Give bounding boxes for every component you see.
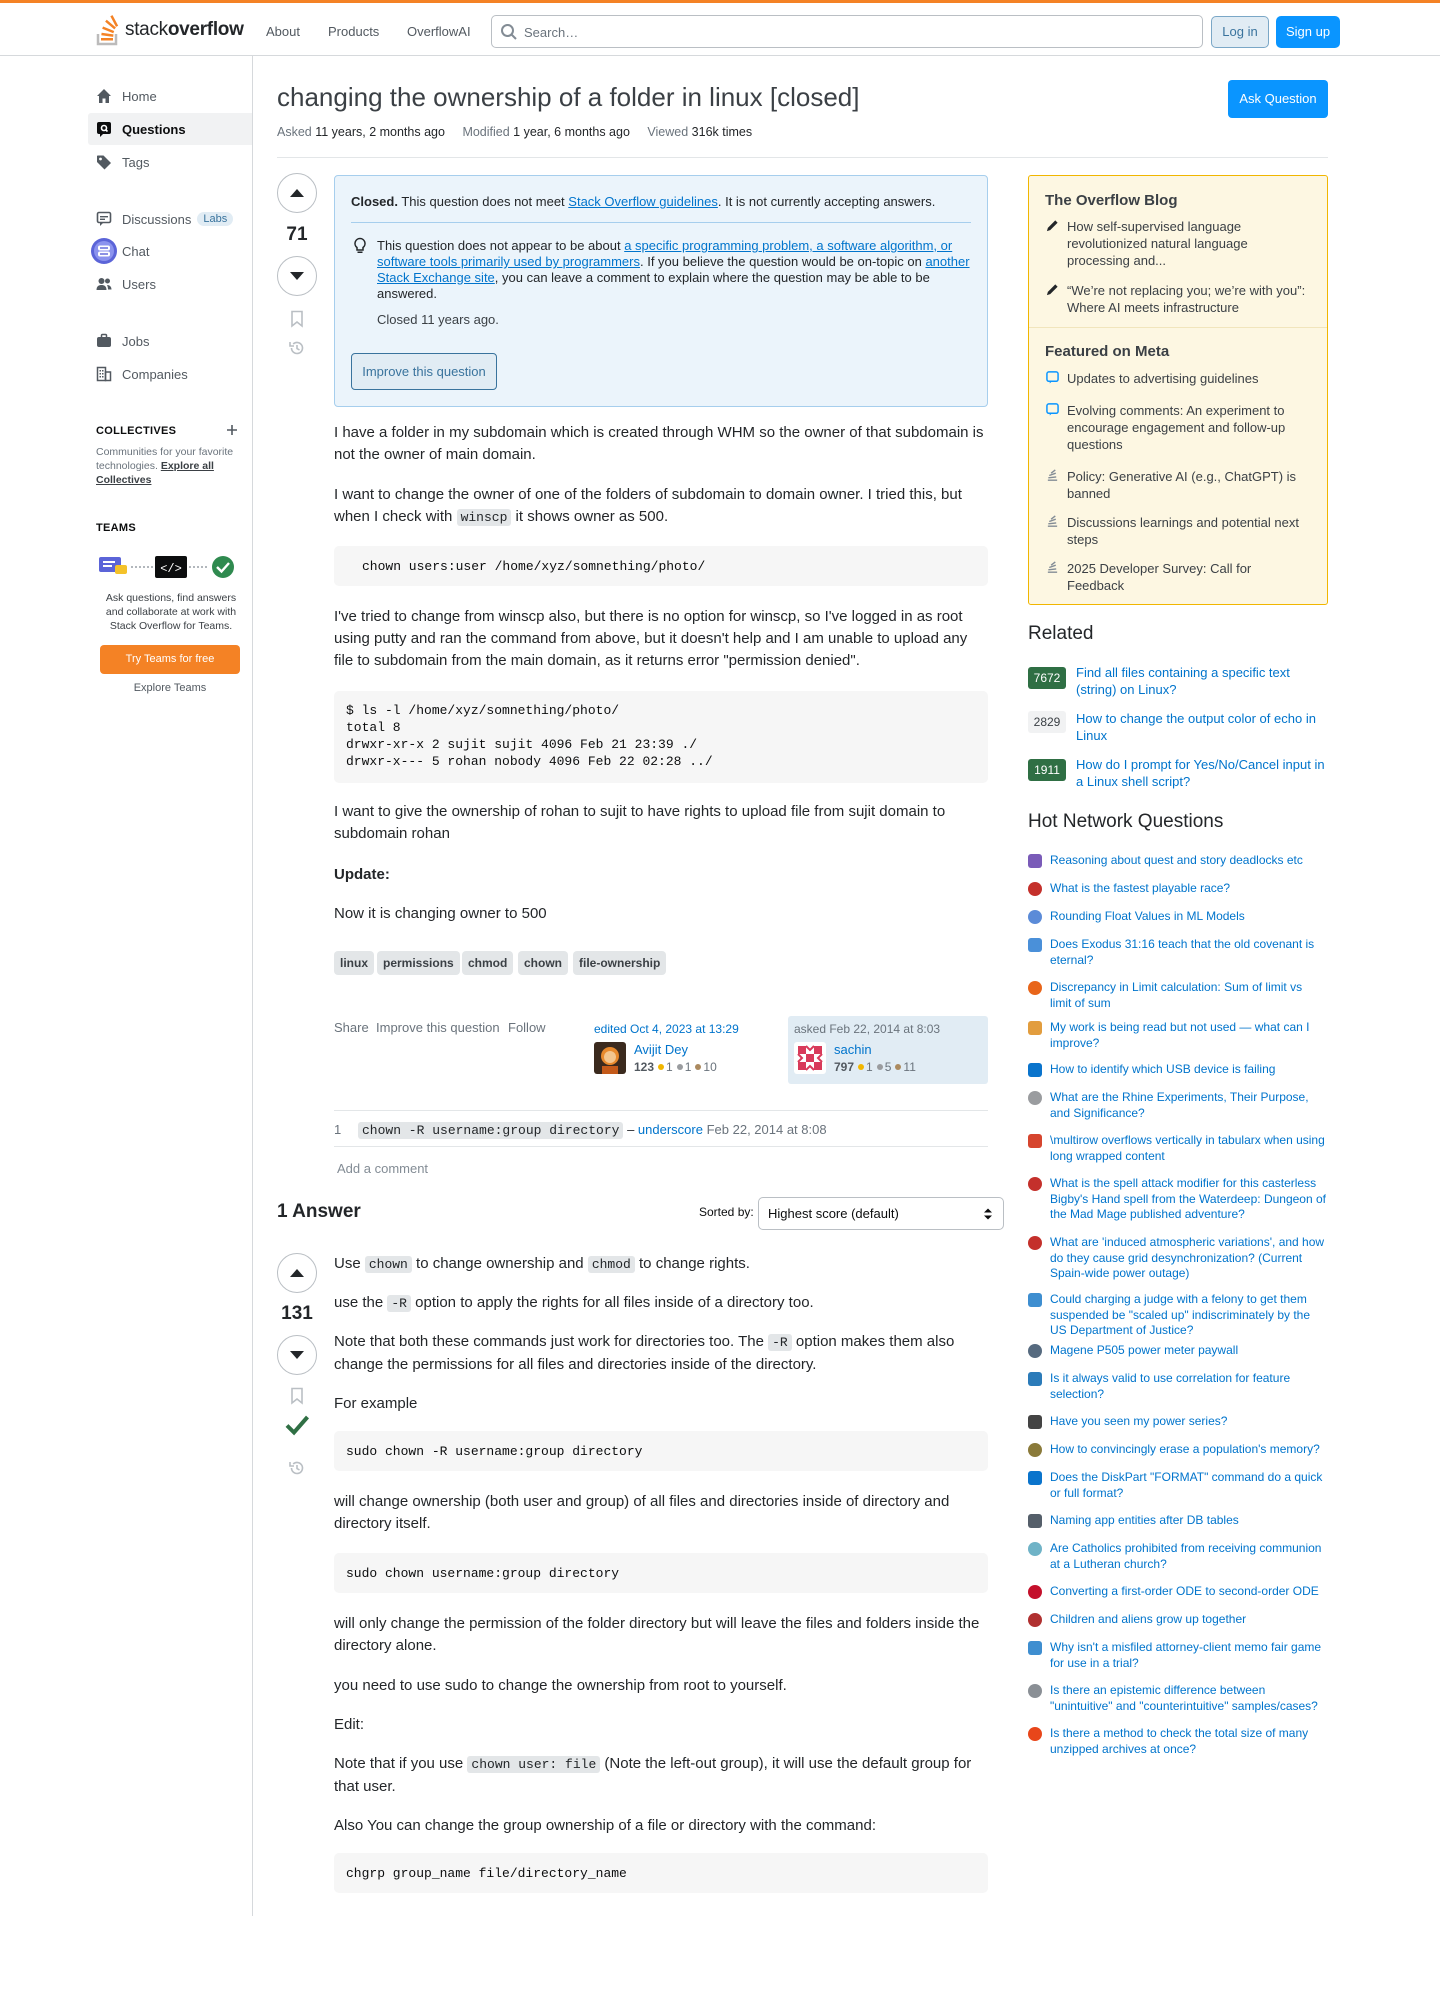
sidebar-item-discussions[interactable] (88, 203, 252, 235)
explore-collectives-link[interactable]: Explore all Collectives (96, 460, 214, 486)
nav-about[interactable]: About (266, 24, 300, 39)
tag-chown[interactable]: chown (518, 951, 568, 975)
asker-reputation: 797 1 5 11 (834, 1060, 916, 1074)
closed-notice (334, 175, 988, 407)
inline-code: chown user: file (467, 1756, 600, 1773)
stack-icon (96, 14, 122, 46)
comment-score: 1 (334, 1122, 342, 1137)
sidebar-item-companies[interactable] (88, 358, 252, 390)
viewed-value: 316k times (691, 125, 753, 139)
update-label: Update: (334, 866, 390, 883)
teams-heading: TEAMS (96, 522, 136, 534)
related-score-badge: 1911 (1028, 759, 1066, 781)
meta-stack-icon (1046, 561, 1059, 574)
other-site-link[interactable]: another Stack Exchange site (377, 254, 970, 285)
code-block: chgrp group_name file/directory_name (334, 1853, 988, 1893)
site-icon (1028, 1585, 1042, 1599)
sidebar-item-label: Companies (122, 366, 188, 382)
hot-question-link[interactable]: Children and aliens grow up together (1050, 1612, 1247, 1626)
hot-question-link[interactable]: How to convincingly erase a population's memory? (1050, 1442, 1320, 1456)
meta-item[interactable]: Updates to advertising guidelines (1067, 371, 1259, 386)
related-link[interactable]: How do I prompt for Yes/No/Cancel input in a Linux shell script? (1076, 757, 1325, 789)
related-link[interactable]: How to change the output color of echo in Linux (1076, 711, 1316, 743)
closed-message: Closed. This question does not meet Stack Overflow guidelines. It is not currently accepting answers. (351, 194, 936, 209)
chat-icon (90, 237, 118, 265)
related-score-badge: 7672 (1028, 667, 1066, 689)
svg-text:</>: </> (160, 562, 182, 576)
asked-value: 11 years, 2 months ago (315, 125, 445, 139)
comment-date: Feb 22, 2014 at 8:08 (706, 1122, 827, 1137)
site-icon (1028, 1063, 1042, 1077)
site-icon (1028, 1514, 1042, 1528)
hot-question-link[interactable]: How to identify which USB device is failing (1050, 1062, 1276, 1076)
site-icon (1028, 1471, 1042, 1485)
stackoverflow-logo[interactable] (96, 13, 244, 47)
logo-text: stackoverflow (125, 19, 244, 40)
site-icon (1028, 1727, 1042, 1741)
inline-code: chmod (588, 1256, 635, 1273)
answer-paragraph: Edit: (334, 1716, 365, 1733)
modified-value: 1 year, 6 months ago (513, 125, 630, 139)
meta-speech-icon (1046, 403, 1059, 416)
sidebar-item-label: Users (122, 276, 156, 292)
history-icon[interactable] (288, 1459, 306, 1477)
editor-reputation: 123 1 1 10 (634, 1060, 717, 1074)
sidebar-item-label: Chat (122, 243, 150, 259)
related-link[interactable]: Find all files containing a specific text (string) on Linux? (1076, 665, 1290, 697)
site-icon (1028, 882, 1042, 896)
code-block: $ ls -l /home/xyz/somnething/photo/ total 8 drwxr-xr-x 2 sujit sujit 4096 Feb 21 23:39 ./ drwxr-x--- 5 rohan nobody 4096 Feb 22 02:28 ../ (334, 691, 988, 783)
improve-question-link[interactable]: Improve this question (376, 1020, 500, 1035)
sort-select[interactable] (758, 1197, 1004, 1230)
site-icon (1028, 938, 1042, 952)
sidebar-item-tags[interactable] (88, 146, 252, 178)
edited-time[interactable]: edited Oct 4, 2023 at 13:29 (594, 1022, 739, 1036)
notice-divider (351, 222, 971, 223)
related-score-badge: 2829 (1028, 711, 1066, 733)
site-icon (1028, 1091, 1042, 1105)
site-icon (1028, 910, 1042, 924)
site-icon (1028, 1443, 1042, 1457)
asker-name[interactable]: sachin (834, 1042, 872, 1057)
upvote-button[interactable] (277, 173, 317, 213)
hot-question-link[interactable]: Magene P505 power meter paywall (1050, 1343, 1239, 1357)
answer-score: 131 (281, 1303, 313, 1324)
share-link[interactable]: Share (334, 1020, 369, 1035)
search-box[interactable] (491, 15, 1203, 48)
meta-stack-icon (1046, 469, 1059, 482)
lightbulb-icon (353, 237, 367, 255)
arrow-up-icon (288, 1264, 306, 1282)
sidebar-item-label: Discussions (122, 211, 192, 227)
arrow-down-icon (288, 267, 306, 285)
divider (334, 1146, 988, 1147)
sidebar-item-label: Tags (122, 154, 150, 170)
inline-code: -R (387, 1295, 411, 1312)
sidebar-item-label: Jobs (122, 333, 150, 349)
tag-chmod[interactable]: chmod (462, 951, 513, 975)
asked-time: asked Feb 22, 2014 at 8:03 (794, 1022, 941, 1036)
tag-permissions[interactable]: permissions (377, 951, 460, 975)
ask-question-button[interactable]: Ask Question (1228, 80, 1328, 118)
comment-user[interactable]: underscore (637, 1122, 703, 1137)
site-icon (1028, 1684, 1042, 1698)
nav-overflowai[interactable]: OverflowAI (407, 24, 471, 39)
sidebar-item-home[interactable] (88, 80, 252, 112)
meta-heading: Featured on Meta (1045, 343, 1170, 360)
meta-stack-icon (1046, 515, 1059, 528)
avatar[interactable] (794, 1042, 826, 1074)
tag-linux[interactable]: linux (334, 951, 374, 975)
site-icon (1028, 1641, 1042, 1655)
signup-button[interactable]: Sign up (1276, 16, 1340, 48)
answer-paragraph: Also You can change the group ownership of a file or directory with the command: (334, 1817, 876, 1834)
hot-question-link[interactable]: What is the fastest playable race? (1050, 881, 1231, 895)
tag-file-ownership[interactable]: file-ownership (573, 951, 666, 975)
accepted-check-icon (284, 1412, 310, 1438)
sidebar-item-users[interactable] (88, 268, 252, 300)
plus-icon[interactable] (226, 424, 238, 436)
answer-paragraph: For example (334, 1395, 418, 1412)
sort-label: Sorted by: (699, 1205, 754, 1219)
widget-divider (1029, 327, 1327, 328)
site-icon (1028, 981, 1042, 995)
site-icon (1028, 1542, 1042, 1556)
top-bar (0, 0, 1440, 56)
meta-item[interactable]: Evolving comments: An experiment to encourage engagement and follow-up questions (1067, 403, 1286, 452)
sort-value: Highest score (default) (768, 1206, 899, 1221)
question-score: 71 (286, 224, 308, 245)
guidelines-link[interactable]: Stack Overflow guidelines (568, 194, 718, 209)
history-icon[interactable] (288, 339, 306, 357)
avatar[interactable] (594, 1042, 626, 1074)
hot-question-link[interactable]: Is there an epistemic difference between "unintuitive" and "counterintuitive" samples/cases? (1050, 1683, 1318, 1713)
follow-link[interactable]: Follow (508, 1020, 546, 1035)
add-comment-link[interactable]: Add a comment (337, 1161, 429, 1176)
divider (334, 1110, 988, 1111)
inline-code: chown -R username:group directory (358, 1122, 623, 1139)
site-icon (1028, 1293, 1042, 1307)
answer-paragraph: use the -R option to apply the rights for all files inside of a directory too. (334, 1294, 814, 1311)
answer-paragraph: you need to use sudo to change the ownership from root to yourself. (334, 1677, 787, 1694)
hot-question-link[interactable]: What are 'induced atmospheric variations', and how do they cause grid desynchronization? (Current Spain-wide power outage) (1050, 1235, 1325, 1280)
site-icon (1028, 854, 1042, 868)
answer-paragraph: will change ownership (both user and group) of all files and directories inside of directory and directory itself. (334, 1493, 950, 1532)
bookmark-icon[interactable] (289, 1387, 305, 1405)
meta-speech-icon (1046, 371, 1059, 384)
pencil-icon (1046, 283, 1059, 296)
explore-teams-link[interactable]: Explore Teams (133, 682, 207, 694)
questions-icon (96, 121, 112, 137)
related-heading: Related (1028, 623, 1094, 644)
discussions-icon (96, 211, 112, 227)
hot-question-link[interactable]: Have you seen my power series? (1050, 1414, 1228, 1428)
sidebar-item-label: Home (122, 88, 157, 104)
improve-question-button[interactable]: Improve this question (351, 353, 497, 390)
tag-icon (96, 154, 112, 170)
hot-question-link[interactable]: Does the DiskPart "FORMAT" command do a quick or full format? (1050, 1470, 1323, 1500)
home-icon (96, 88, 112, 104)
inline-code: chown (365, 1256, 412, 1273)
on-topic-link[interactable]: a specific programming problem, a software algorithm, or software tools primarily used by programmers (377, 238, 953, 269)
question-meta: Asked 11 years, 2 months ago Modified 1 year, 6 months ago Viewed 316k times (277, 125, 753, 139)
answer-paragraph: Use chown to change ownership and chmod to change rights. (334, 1255, 750, 1272)
blog-item[interactable]: “We’re not replacing you; we’re with you”: Where AI meets infrastructure (1067, 283, 1306, 315)
collectives-heading: COLLECTIVES (96, 425, 177, 437)
hot-question-link[interactable]: Naming app entities after DB tables (1050, 1513, 1239, 1527)
teams-illustration (97, 552, 237, 582)
answers-heading: 1 Answer (277, 1201, 361, 1222)
hot-question-link[interactable]: Could charging a judge with a felony to get them suspended be "scaled up" indiscriminately by the US Department of Justice? (1050, 1292, 1311, 1337)
select-arrows-icon (983, 1207, 993, 1221)
downvote-button[interactable] (277, 256, 317, 296)
answer-upvote-button[interactable] (277, 1253, 317, 1293)
teams-text: Ask questions, find answers and collaborate at work with Stack Overflow for Teams. (105, 592, 237, 632)
asker-card (788, 1016, 988, 1084)
answer-paragraph: Note that both these commands just work for directories too. The -R option makes them also change the permissions for all files and directories inside of the directory. (334, 1333, 955, 1373)
labs-badge: Labs (197, 212, 233, 226)
meta-item[interactable]: Discussions learnings and potential next steps (1067, 515, 1299, 547)
hot-question-link[interactable]: Converting a first-order ODE to second-order ODE (1050, 1584, 1319, 1598)
code-block: chown users:user /home/xyz/somnething/photo/ (334, 546, 988, 586)
hot-question-link[interactable]: Rounding Float Values in ML Models (1050, 909, 1245, 923)
closed-reason: This question does not appear to be about a specific programming problem, a software algorithm, or software tools primarily used by programmers. If you believe the question would be on-topic on another Stack Exchange site, you can leave a comment to explain where the question may be able to be answered. (377, 238, 970, 301)
editor-name[interactable]: Avijit Dey (634, 1042, 688, 1057)
nav-products[interactable]: Products (328, 24, 380, 39)
search-icon (500, 23, 518, 44)
site-icon (1028, 1134, 1042, 1148)
answer-paragraph: will only change the permission of the folder directory but will leave the files and folders inside the directory alone. (334, 1615, 980, 1654)
hot-question-link[interactable]: My work is being read but not used — what can I improve? (1050, 1020, 1310, 1050)
site-icon (1028, 1236, 1042, 1250)
hot-question-link[interactable]: What is the spell attack modifier for this casterless Bigby's Hand spell from the Waterdeep: Dungeon of the Mad Mage published adventure? (1050, 1176, 1326, 1221)
site-icon (1028, 1613, 1042, 1627)
users-icon (96, 276, 112, 292)
inline-code: -R (768, 1334, 792, 1351)
briefcase-icon (96, 333, 112, 349)
arrow-up-icon (288, 184, 306, 202)
blog-item[interactable]: How self-supervised language revolutionized natural language processing and... (1067, 219, 1248, 268)
closed-date: Closed 11 years ago. (377, 312, 499, 327)
hot-question-link[interactable]: Discrepancy in Limit calculation: Sum of limit vs limit of sum (1050, 980, 1303, 1010)
hot-question-link[interactable]: Reasoning about quest and story deadlocks etc (1050, 853, 1303, 867)
question-paragraph: I have a folder in my subdomain which is created through WHM so the owner of that subdomain is not the owner of main domain. (334, 424, 984, 463)
answer-paragraph: Note that if you use chown user: file (Note the left-out group), it will use the default group for that user. (334, 1755, 972, 1795)
sidebar-item-questions[interactable] (88, 113, 252, 145)
overflow-blog-widget (1028, 175, 1328, 605)
site-icon (1028, 1021, 1042, 1035)
hot-question-link[interactable]: Is it always valid to use correlation for feature selection? (1050, 1371, 1291, 1401)
question-paragraph: I want to change the owner of one of the folders of subdomain to domain owner. I tried this, but when I check with winscp it shows owner as 500. (334, 486, 962, 525)
editor-card (588, 1016, 788, 1084)
code-block: sudo chown username:group directory (334, 1553, 988, 1593)
site-icon (1028, 1344, 1042, 1358)
hot-question-link[interactable]: Does Exodus 31:16 teach that the old covenant is eternal? (1050, 937, 1315, 967)
comment: 1 chown -R username:group directory – underscore Feb 22, 2014 at 8:08 (334, 1122, 827, 1138)
building-icon (96, 366, 112, 382)
site-icon (1028, 1177, 1042, 1191)
site-icon (1028, 1372, 1042, 1386)
search-input[interactable] (524, 22, 1184, 42)
sidebar-item-chat[interactable] (88, 235, 252, 267)
pencil-icon (1046, 219, 1059, 232)
try-teams-button[interactable]: Try Teams for free (100, 645, 240, 674)
hot-question-link[interactable]: Is there a method to check the total size of many unzipped archives at once? (1050, 1726, 1309, 1756)
meta-item[interactable]: 2025 Developer Survey: Call for Feedback (1067, 561, 1252, 593)
divider (277, 157, 1328, 158)
hot-question-link[interactable]: Why isn't a misfiled attorney-client memo fair game for use in a trial? (1050, 1640, 1322, 1670)
hot-question-link[interactable]: Are Catholics prohibited from receiving communion at a Lutheran church? (1050, 1541, 1322, 1571)
page-title[interactable]: changing the ownership of a folder in linux [closed] (277, 82, 860, 112)
question-paragraph: Now it is changing owner to 500 (334, 905, 547, 922)
sidebar-item-label: Questions (122, 121, 186, 137)
hot-question-link[interactable]: \multirow overflows vertically in tabularx when using long wrapped content (1050, 1133, 1325, 1163)
site-icon (1028, 1415, 1042, 1429)
question-paragraph: I want to give the ownership of rohan to sujit to have rights to upload file from sujit domain to subdomain rohan (334, 803, 946, 842)
blog-heading: The Overflow Blog (1045, 192, 1178, 209)
sidebar-item-jobs[interactable] (88, 325, 252, 357)
code-block: sudo chown -R username:group directory (334, 1431, 988, 1471)
hot-network-heading: Hot Network Questions (1028, 811, 1224, 832)
bookmark-icon[interactable] (289, 310, 305, 328)
answer-downvote-button[interactable] (277, 1335, 317, 1375)
hot-question-link[interactable]: What are the Rhine Experiments, Their Purpose, and Significance? (1050, 1090, 1309, 1120)
collectives-text: Communities for your favorite technologies. Explore all Collectives (96, 446, 234, 486)
meta-item[interactable]: Policy: Generative AI (e.g., ChatGPT) is banned (1067, 469, 1297, 501)
question-paragraph: I've tried to change from winscp also, but there is no option for winscp, so I've logged in as root using putty and ran the command from above, but it doesn't help and I am unable to upload any file to subdomain from the main domain, as it returns error "permission denied". (334, 608, 968, 669)
arrow-down-icon (288, 1346, 306, 1364)
login-button[interactable]: Log in (1211, 16, 1269, 48)
inline-code: winscp (457, 509, 512, 526)
